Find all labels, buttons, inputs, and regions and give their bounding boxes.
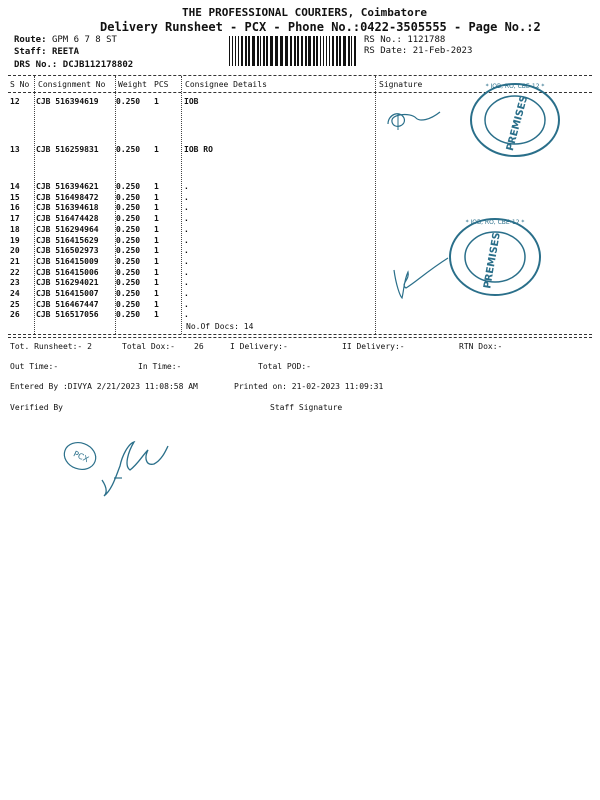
barcode-bar (323, 36, 324, 66)
table-row (10, 246, 189, 257)
row-details: . (184, 182, 189, 191)
total-pod: Total POD:- (258, 362, 311, 371)
no-of-docs: No.Of Docs: 14 (186, 322, 254, 331)
barcode-bar (320, 36, 321, 66)
row-consignment: CJB 516415007 (36, 289, 99, 299)
col-header-consignee: Consignee Details (185, 80, 267, 89)
consignment-table (10, 182, 189, 321)
table-row (10, 214, 189, 225)
table-row (10, 257, 189, 268)
stamp-ring-text: * IOB, RO, CBE-12 * (465, 219, 525, 226)
barcode-bar (336, 36, 338, 66)
printed-on: Printed on: 21-02-2023 11:09:31 (234, 382, 384, 391)
row-sno: 21 (10, 256, 20, 266)
table-row (10, 268, 189, 279)
row-consignment: CJB 516498472 (36, 192, 99, 202)
barcode-bar (270, 36, 273, 66)
barcode-bar (285, 36, 288, 66)
table-bottom-rule (8, 334, 592, 335)
stamp-ring-text: * IOB, RO, CBE-12 * (485, 83, 545, 90)
row-weight: 0.250 (116, 310, 141, 320)
row-sno: 22 (10, 267, 20, 277)
row-sno: 18 (10, 224, 20, 234)
table-bottom-rule-2 (8, 337, 592, 338)
row-weight: 0.250 (116, 267, 141, 277)
table-row (10, 203, 189, 214)
row-sno: 17 (10, 214, 20, 224)
staff-value: REETA (51, 47, 80, 57)
row-weight: 0.250 (116, 214, 141, 224)
total-runsheet: Tot. Runsheet:- 2 (10, 342, 92, 351)
rtn-dox: RTN Dox:- (459, 342, 503, 351)
row-pcs: 1 (154, 182, 159, 191)
barcode-bar (308, 36, 311, 66)
row-sno: 12 (10, 97, 20, 106)
barcode-bar (343, 36, 346, 66)
row-weight: 0.250 (116, 97, 141, 106)
pcx-stamp-text: PCX (71, 449, 91, 465)
row-sno: 23 (10, 278, 20, 288)
entered-by: Entered By :DIVYA 2/21/2023 11:08:58 AM (10, 382, 198, 391)
col-header-pcs: PCS (154, 80, 169, 89)
barcode-bar (290, 36, 292, 66)
row-pcs: 1 (154, 224, 159, 234)
table-row (10, 310, 189, 321)
row-weight: 0.250 (116, 278, 141, 288)
row-sno: 13 (10, 145, 20, 154)
drs-label: DRS No.: (14, 60, 58, 70)
barcode-bar (305, 36, 307, 66)
staff-line (14, 47, 79, 57)
row-pcs: 1 (154, 192, 159, 202)
row-details: . (184, 310, 189, 320)
row-weight: 0.250 (116, 224, 141, 234)
table-row (10, 97, 198, 108)
row-details: . (184, 246, 189, 256)
table-row (10, 225, 189, 236)
table-row (10, 236, 189, 247)
stamp-center-text: PREMISES (504, 94, 531, 153)
verifier-mark (58, 436, 178, 506)
row-pcs: 1 (154, 203, 159, 213)
delivery-signature-1 (380, 100, 460, 140)
row-sno: 24 (10, 289, 20, 299)
barcode-bar (294, 36, 296, 66)
col-divider (375, 76, 376, 334)
barcode-bar (248, 36, 250, 66)
row-consignment: CJB 516415006 (36, 267, 99, 277)
runsheet-title: Delivery Runsheet - PCX - Phone No.:0422-3505555 - Page No.:2 (100, 20, 541, 34)
row-weight: 0.250 (116, 256, 141, 266)
row-weight: 0.250 (116, 289, 141, 299)
col-header-weight: Weight (118, 80, 147, 89)
row-weight: 0.250 (116, 182, 141, 191)
row-details: . (184, 203, 189, 213)
barcode-bar (326, 36, 327, 66)
route-line (14, 35, 117, 45)
row-weight: 0.250 (116, 145, 141, 154)
barcode-bar (235, 36, 236, 66)
route-value: GPM 6 7 8 ST (51, 35, 117, 45)
table-row (10, 289, 189, 300)
row-consignment: CJB 516294964 (36, 224, 99, 234)
drs-line (14, 60, 133, 70)
barcode-bar (275, 36, 278, 66)
row-consignment: CJB 516517056 (36, 310, 99, 320)
row-details: . (184, 278, 189, 288)
row-consignment: CJB 516259831 (36, 145, 99, 154)
row-consignment: CJB 516394621 (36, 182, 99, 191)
col-header-signature: Signature (379, 80, 423, 89)
in-time: In Time:- (138, 362, 182, 371)
row-pcs: 1 (154, 278, 159, 288)
stamp-center-text: PREMISES (482, 231, 503, 290)
barcode (229, 36, 357, 66)
row-consignment: CJB 516294021 (36, 278, 99, 288)
row-details: IOB RO (184, 145, 213, 154)
route-label: Route: (14, 35, 47, 45)
row-details: . (184, 267, 189, 277)
row-weight: 0.250 (116, 246, 141, 256)
row-consignment: CJB 516415629 (36, 235, 99, 245)
row-consignment: CJB 516474428 (36, 214, 99, 224)
row-sno: 19 (10, 235, 20, 245)
company-title: THE PROFESSIONAL COURIERS, Coimbatore (182, 6, 428, 19)
table-row (10, 300, 189, 311)
row-details: . (184, 289, 189, 299)
row-weight: 0.250 (116, 203, 141, 213)
row-details: . (184, 224, 189, 234)
row-consignment: CJB 516394619 (36, 97, 99, 106)
out-time: Out Time:- (10, 362, 59, 371)
row-details: . (184, 256, 189, 266)
barcode-bar (301, 36, 303, 66)
row-details: . (184, 235, 189, 245)
premises-stamp-2 (443, 215, 548, 300)
barcode-bar (332, 36, 334, 66)
row-pcs: 1 (154, 97, 159, 106)
barcode-bar (329, 36, 330, 66)
row-sno: 15 (10, 192, 20, 202)
row-consignment: CJB 516394618 (36, 203, 99, 213)
row-sno: 14 (10, 182, 20, 191)
verified-by: Verified By (10, 403, 63, 412)
barcode-bar (241, 36, 243, 66)
row-sno: 26 (10, 310, 20, 320)
row-consignment: CJB 516467447 (36, 299, 99, 309)
row-details: IOB (184, 97, 199, 106)
barcode-bar (280, 36, 283, 66)
row-pcs: 1 (154, 145, 159, 154)
col-header-consignment: Consignment No (38, 80, 106, 89)
staff-label: Staff: (14, 47, 47, 57)
row-weight: 0.250 (116, 235, 141, 245)
row-sno: 25 (10, 299, 20, 309)
row-pcs: 1 (154, 246, 159, 256)
premises-stamp-1 (465, 80, 565, 160)
row-details: . (184, 214, 189, 224)
ii-delivery: II Delivery:- (342, 342, 405, 351)
row-details: . (184, 299, 189, 309)
staff-signature-label: Staff Signature (270, 403, 343, 412)
barcode-bar (260, 36, 261, 66)
barcode-bar (354, 36, 356, 66)
row-pcs: 1 (154, 235, 159, 245)
row-weight: 0.250 (116, 299, 141, 309)
barcode-bar (257, 36, 259, 66)
barcode-bar (229, 36, 230, 66)
barcode-bar (263, 36, 265, 66)
rs-number: RS No.: 1121788 (364, 35, 446, 45)
row-pcs: 1 (154, 267, 159, 277)
table-row (10, 278, 189, 289)
row-weight: 0.250 (116, 192, 141, 202)
table-top-rule (8, 75, 592, 76)
barcode-bar (339, 36, 341, 66)
row-pcs: 1 (154, 289, 159, 299)
barcode-bar (252, 36, 255, 66)
row-sno: 20 (10, 246, 20, 256)
table-row (10, 193, 189, 204)
barcode-bar (266, 36, 268, 66)
drs-value: DCJB112178802 (62, 60, 134, 70)
table-row (10, 182, 189, 193)
row-pcs: 1 (154, 310, 159, 320)
row-details: . (184, 192, 189, 202)
total-dox-value: 26 (194, 342, 204, 351)
barcode-bar (245, 36, 247, 66)
barcode-bar (232, 36, 233, 66)
rs-date: RS Date: 21-Feb-2023 (364, 46, 473, 56)
barcode-bar (297, 36, 299, 66)
barcode-bar (238, 36, 239, 66)
barcode-bar (348, 36, 350, 66)
row-pcs: 1 (154, 214, 159, 224)
row-pcs: 1 (154, 256, 159, 266)
row-sno: 16 (10, 203, 20, 213)
row-consignment: CJB 516415009 (36, 256, 99, 266)
barcode-bar (313, 36, 315, 66)
row-pcs: 1 (154, 299, 159, 309)
barcode-bar (351, 36, 352, 66)
table-row (10, 145, 213, 156)
barcode-bar (316, 36, 318, 66)
col-header-sno: S No (10, 80, 30, 89)
total-dox-label: Total Dox:- (122, 342, 175, 351)
row-consignment: CJB 516502973 (36, 246, 99, 256)
i-delivery: I Delivery:- (230, 342, 288, 351)
